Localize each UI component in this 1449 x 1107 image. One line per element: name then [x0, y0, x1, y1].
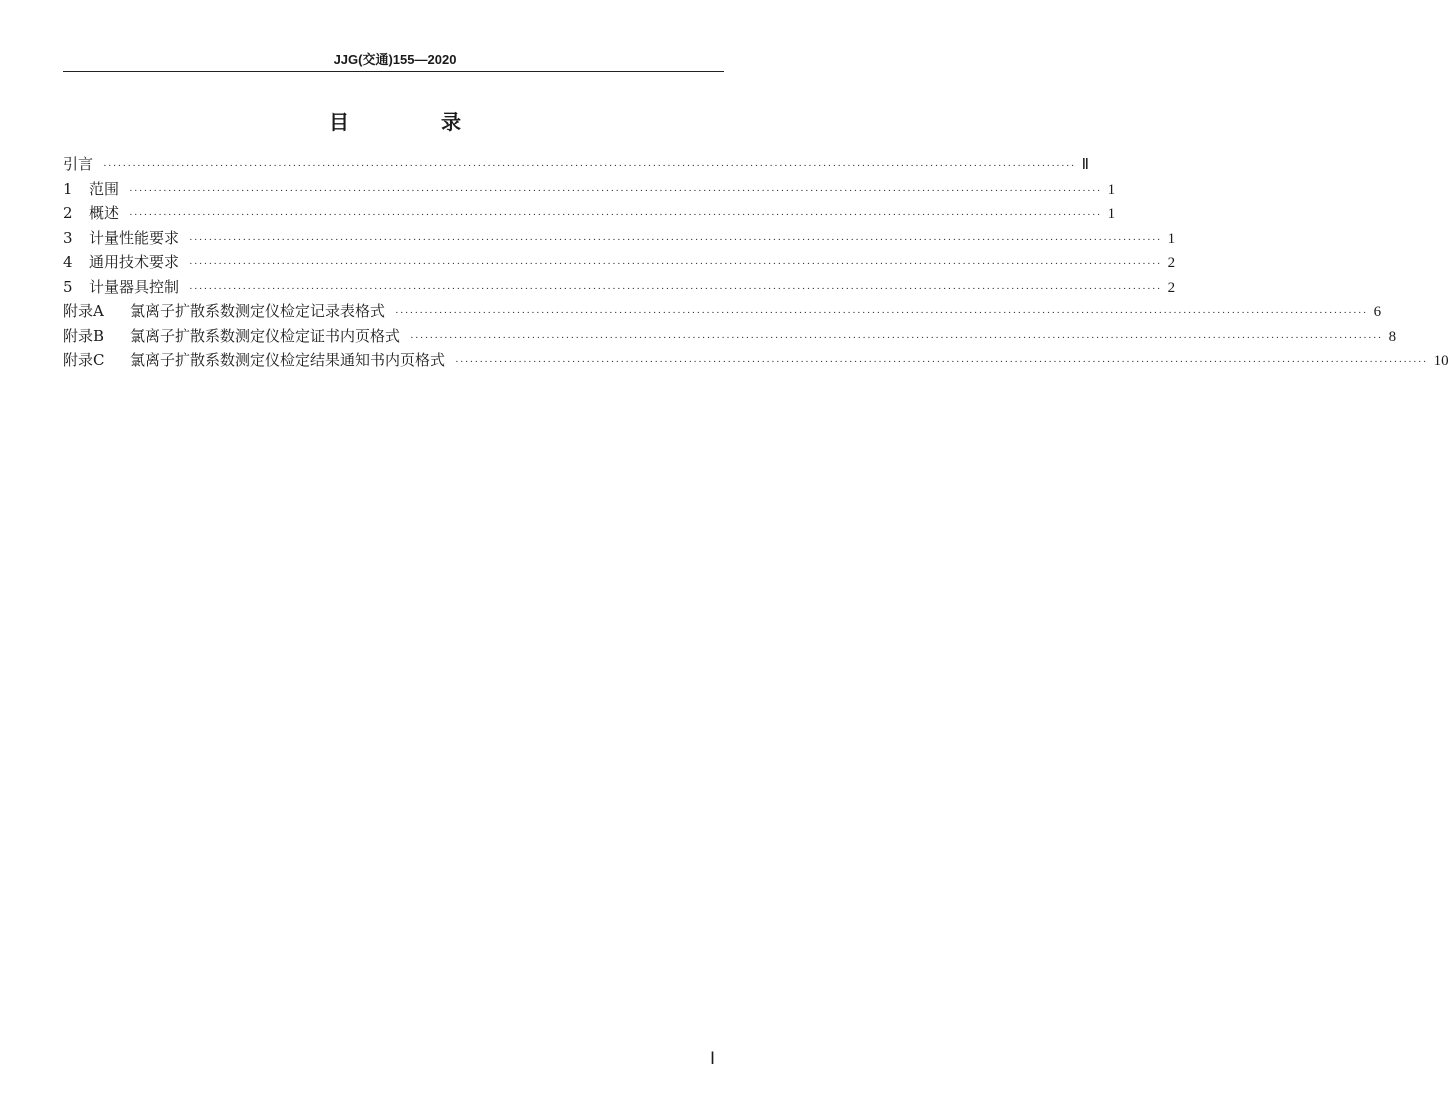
toc-entry[interactable] — [63, 275, 1176, 300]
toc-entry-number: 3 — [63, 228, 73, 247]
toc-entry-title: 概述 — [89, 204, 120, 222]
toc-entry-number: 2 — [63, 204, 73, 222]
toc-entry-page: 6 — [1373, 304, 1382, 320]
toc-entry[interactable] — [63, 324, 1397, 349]
toc-entry-number: 附录A — [63, 302, 104, 320]
toc-leader-dots: ········································································································································································································ — [129, 184, 1102, 197]
toc-entry-number: 5 — [63, 277, 73, 296]
toc-leader-dots: ········································································································································································································ — [410, 331, 1383, 344]
toc-entry-title: 计量器具控制 — [89, 277, 180, 296]
toc-leader-dots: ········································································································································································································ — [395, 307, 1368, 319]
toc-entry-page: Ⅱ — [1081, 157, 1090, 173]
toc-entry-number: 4 — [63, 253, 73, 271]
toc-leader-dots: ········································································································································································································ — [189, 258, 1162, 270]
toc-entry[interactable] — [63, 152, 1090, 177]
toc-entry-title: 通用技术要求 — [89, 253, 180, 271]
toc-entry-number: 附录C — [63, 351, 105, 369]
toc-entry-title: 计量性能要求 — [89, 228, 180, 247]
toc-entry-title: 范围 — [89, 179, 120, 198]
toc-entry[interactable] — [63, 250, 1176, 275]
toc-entry-title: 氯离子扩散系数测定仪检定证书内页格式 — [130, 326, 401, 345]
toc-leader-dots: ········································································································································································································ — [129, 209, 1102, 221]
toc-entry-title: 氯离子扩散系数测定仪检定记录表格式 — [130, 302, 386, 320]
toc-entry[interactable] — [63, 177, 1116, 202]
header-rule — [63, 71, 724, 72]
toc-entry-page: 10 — [1433, 353, 1449, 369]
toc-leader-dots: ········································································································································································································ — [103, 160, 1076, 172]
toc-entry[interactable] — [63, 348, 1449, 373]
toc-leader-dots: ········································································································································································································ — [189, 233, 1162, 246]
toc-entry-page: 2 — [1167, 255, 1176, 271]
toc-entry-page: 1 — [1107, 206, 1116, 222]
table-of-contents — [63, 152, 1449, 373]
toc-title: 目 录 — [329, 110, 497, 134]
running-header: JJG(交通)155—2020 — [333, 52, 457, 67]
toc-entry[interactable] — [63, 201, 1116, 226]
toc-entry-page: 8 — [1388, 328, 1397, 345]
toc-entry-page: 1 — [1167, 230, 1176, 247]
toc-entry-page: 2 — [1167, 279, 1176, 296]
toc-entry-title: 引言 — [63, 155, 94, 173]
toc-leader-dots: ········································································································································································································ — [455, 356, 1428, 368]
toc-entry[interactable] — [63, 299, 1382, 324]
page-folio: Ⅰ — [709, 1049, 715, 1068]
toc-leader-dots: ········································································································································································································ — [189, 282, 1162, 295]
toc-entry-page: 1 — [1107, 181, 1116, 198]
toc-entry-title: 氯离子扩散系数测定仪检定结果通知书内页格式 — [130, 351, 446, 369]
toc-entry[interactable] — [63, 226, 1176, 251]
toc-entry-number: 附录B — [63, 326, 105, 345]
toc-entry-number: 1 — [63, 179, 73, 198]
